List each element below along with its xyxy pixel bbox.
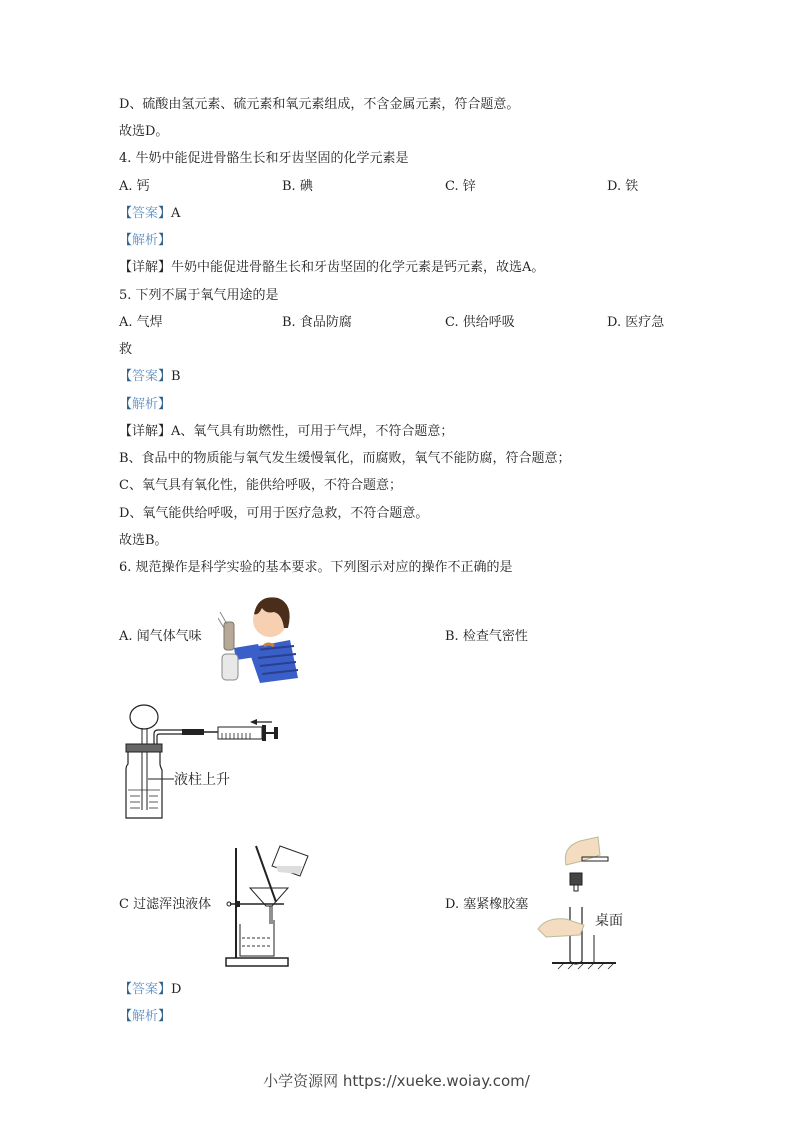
q5-analysis: 【解析】 [119,397,172,412]
figure-c-filtration [224,842,314,970]
q6-option-a: A. 闻气体气味 [119,629,202,644]
footer-watermark: 小学资源网 https://xueke.woiay.com/ [263,1072,530,1090]
prev-conclusion: 故选D。 [119,124,169,139]
figure-d-label: 桌面 [595,913,623,929]
q5-detail-d: D、氧气能供给呼吸，可用于医疗急救，不符合题意。 [119,506,429,521]
q4-option-a: A. 钙 [119,179,150,194]
q4-option-d: D. 铁 [607,179,639,194]
figure-b-label: 液柱上升 [174,772,230,788]
q6-analysis: 【解析】 [119,1009,172,1024]
q5-detail-a: 【详解】A、氧气具有助燃性，可用于气焊，不符合题意； [119,424,454,439]
q6-option-c: C 过滤浑浊液体 [119,897,212,912]
q5-option-b: B. 食品防腐 [282,315,352,330]
q5-conclusion: 故选B。 [119,533,168,548]
q4-stem: 4. 牛奶中能促进骨骼生长和牙齿坚固的化学元素是 [119,151,409,166]
q5-option-wrap: 救 [119,342,133,357]
q4-option-c: C. 锌 [445,179,476,194]
q5-option-d: D. 医疗急 [607,315,665,330]
q4-detail: 【详解】牛奶中能促进骨骼生长和牙齿坚固的化学元素是钙元素，故选A。 [119,260,545,275]
q5-option-c: C. 供给呼吸 [445,315,515,330]
figure-a-smelling-gas [218,588,300,683]
q5-detail-b: B、食品中的物质能与氧气发生缓慢氧化，而腐败，氧气不能防腐，符合题意； [119,451,571,466]
q5-option-a: A. 气焊 [119,315,163,330]
q4-option-b: B. 碘 [282,179,313,194]
q6-answer: 【答案】D [119,982,182,997]
q5-answer: 【答案】B [119,369,181,384]
q5-detail-c: C、氧气具有氧化性，能供给呼吸，不符合题意； [119,478,402,493]
figure-d-rubber-stopper [536,835,626,970]
figure-b-airtightness [122,700,282,825]
q6-stem: 6. 规范操作是科学实验的基本要求。下列图示对应的操作不正确的是 [119,560,513,575]
q6-option-b: B. 检查气密性 [445,629,528,644]
q4-analysis: 【解析】 [119,233,172,248]
prev-solution-line-d: D、硫酸由氢元素、硫元素和氧元素组成，不含金属元素，符合题意。 [119,97,520,112]
q5-stem: 5. 下列不属于氧气用途的是 [119,288,279,303]
q6-option-d: D. 塞紧橡胶塞 [445,897,529,912]
q4-answer: 【答案】A [119,206,181,221]
